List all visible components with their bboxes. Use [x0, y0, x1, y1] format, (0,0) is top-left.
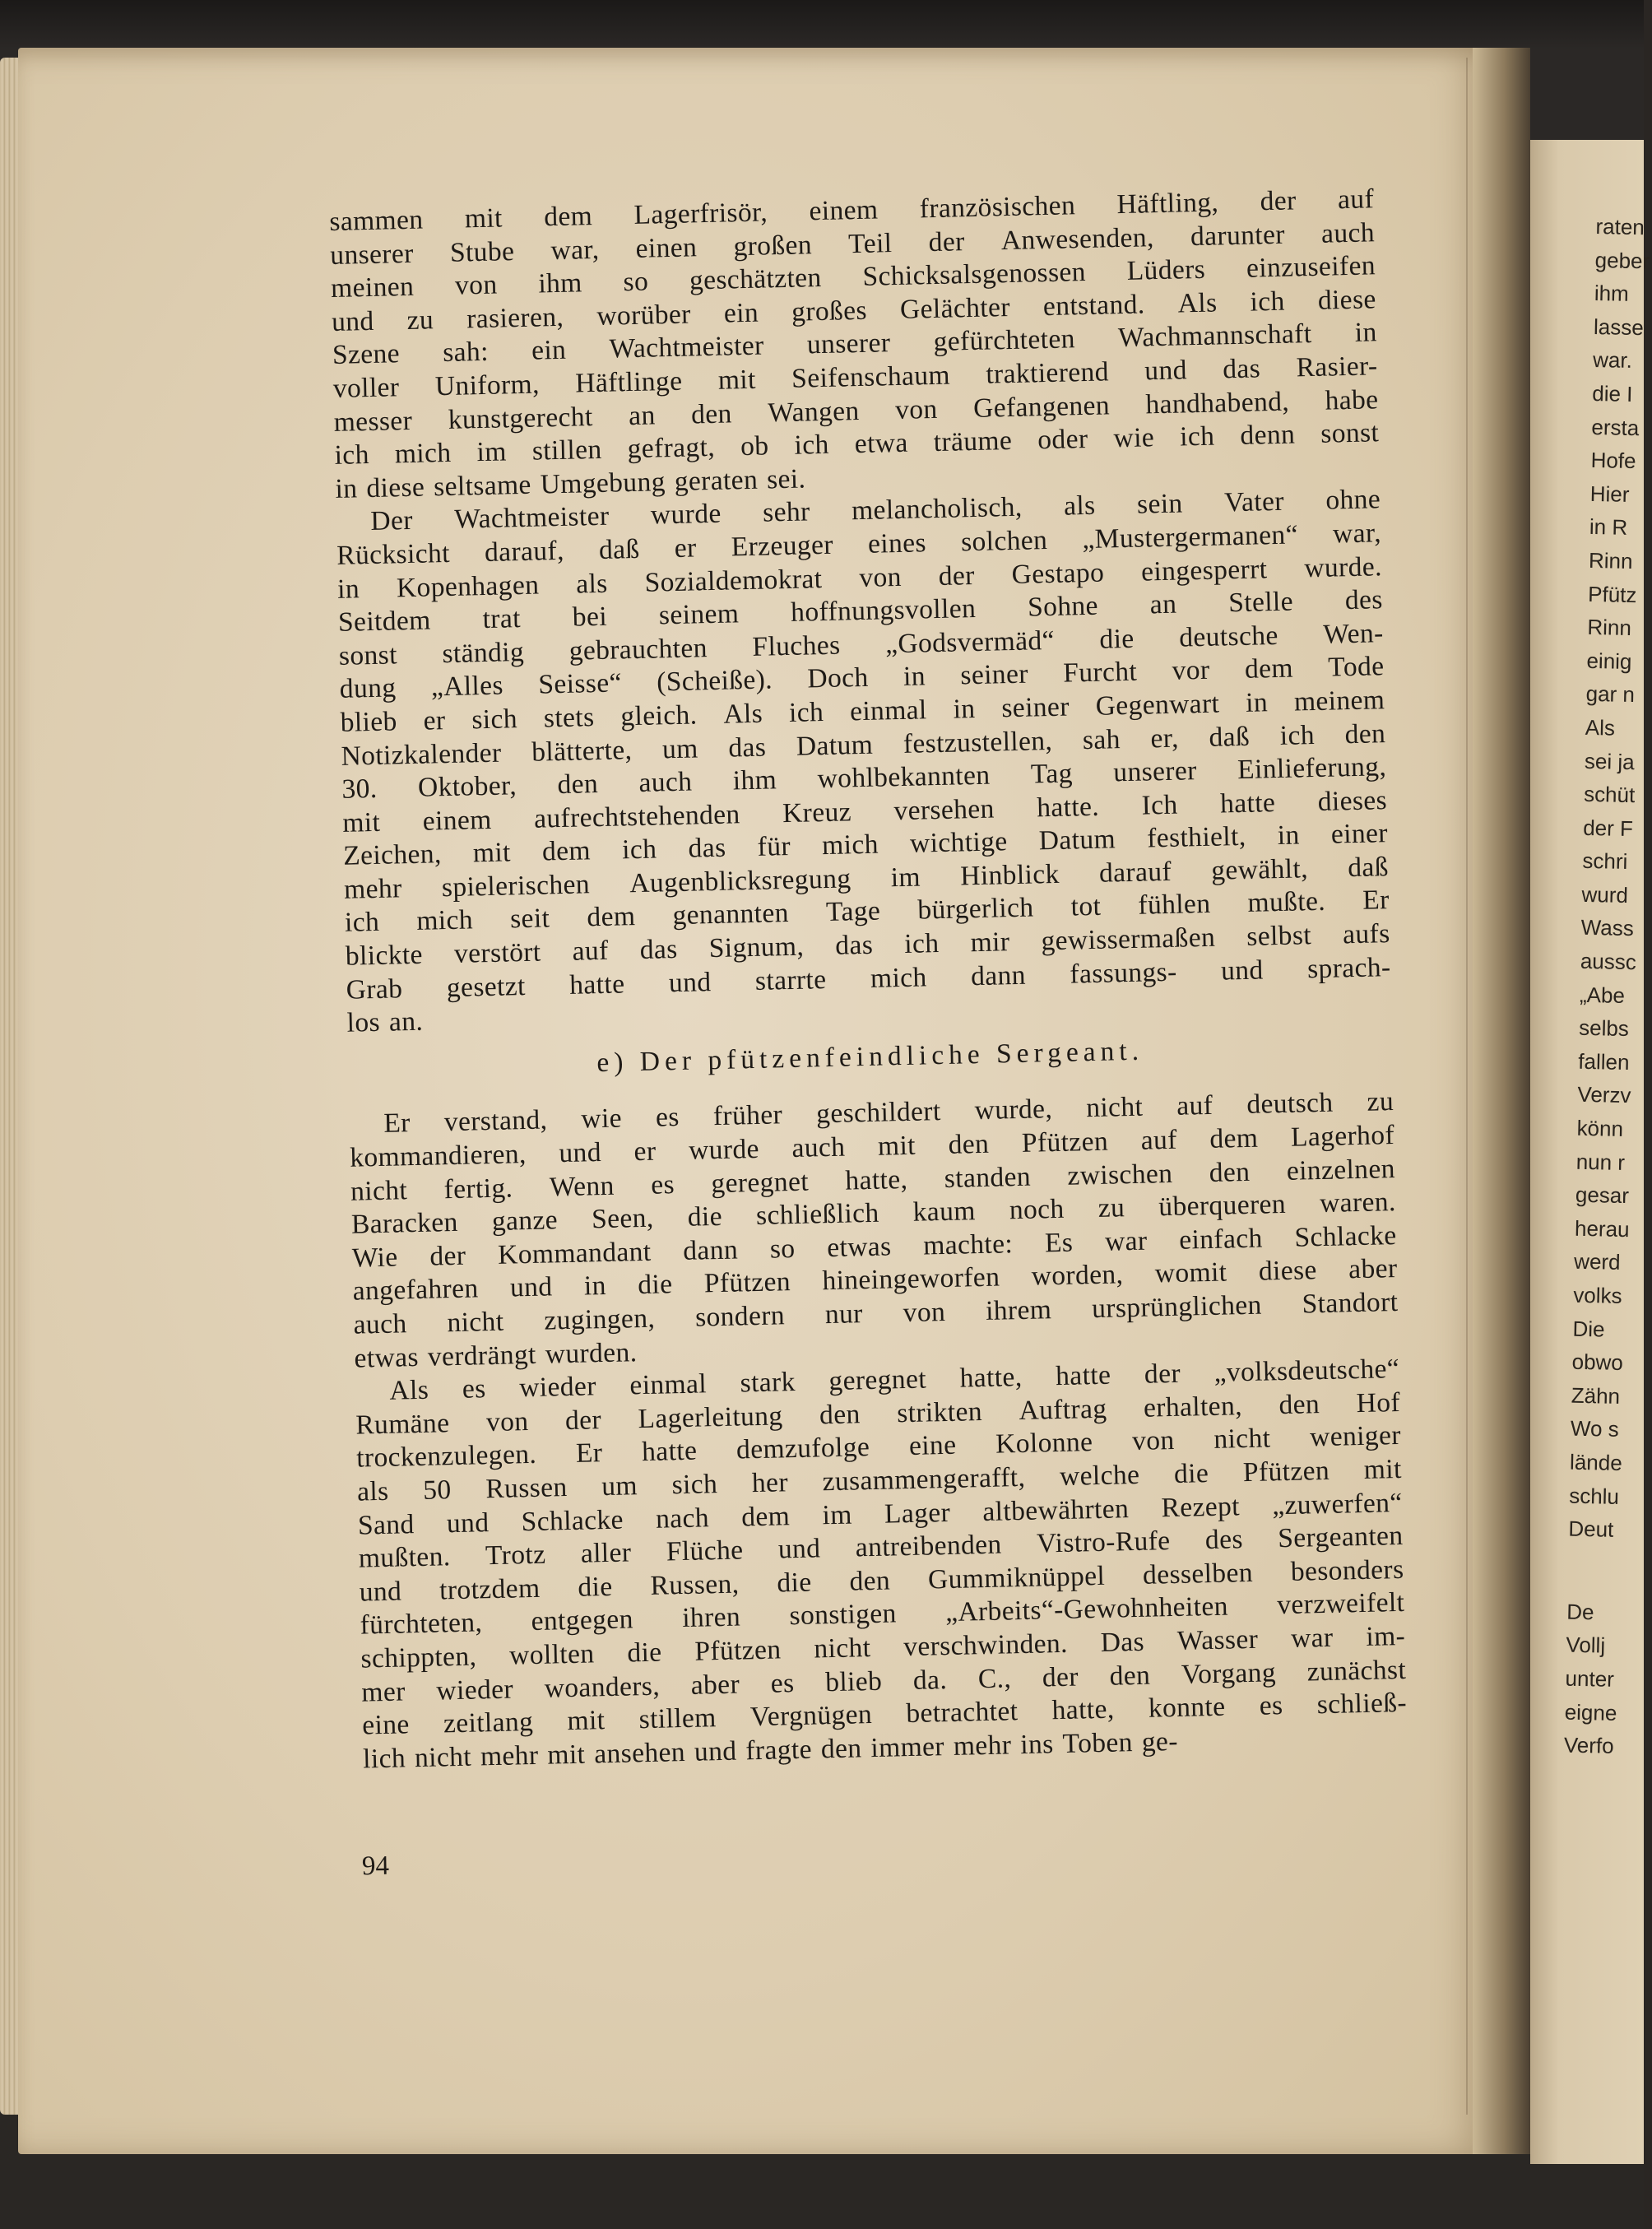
text-line: ich mich seit dem genannten Tage bürgerlich tot fühlen mußte. Er — [344, 885, 1390, 939]
facing-page-fragment: ersta — [1591, 414, 1640, 440]
facing-page-fragment: unter — [1565, 1665, 1615, 1692]
facing-page-fragment: nun r — [1575, 1149, 1626, 1175]
facing-page-fragment: Wo s — [1570, 1416, 1620, 1442]
facing-page-fragment: obwo — [1571, 1349, 1624, 1376]
facing-page-fragment: raten — [1595, 213, 1645, 240]
text-line: unserer Stube war, einen großen Teil der Anwesenden, darunter auch — [329, 216, 1376, 271]
text-line: Grab gesetzt hatte und starrte mich dann fassungs- und sprach- — [346, 951, 1391, 1005]
book-gutter — [1473, 48, 1530, 2154]
text-line: sammen mit dem Lagerfrisör, einem französischen Häftling, der auf — [329, 183, 1375, 237]
text-line: Als es wieder einmal stark geregnet hatte, hatte der „volksdeutsche“ — [389, 1354, 1400, 1406]
facing-page-fragment: könn — [1576, 1115, 1624, 1141]
paragraph — [329, 183, 1381, 506]
text-line: mer wieder woanders, aber es blieb da. C., der den Vorgang zunächst — [361, 1654, 1407, 1708]
text-line: ich mich im stillen gefragt, ob ich etwa träume oder wie ich denn sonst — [334, 417, 1380, 471]
facing-page-fragment: Die — [1572, 1316, 1605, 1342]
facing-page-fragment: schri — [1582, 848, 1628, 875]
facing-page-fragment: Hier — [1589, 481, 1630, 507]
page-number: 94 — [361, 1851, 390, 1882]
text-line: Der Wachtmeister wurde sehr melancholisch, als sein Vater ohne — [369, 484, 1381, 537]
text-line: mit einem aufrechtstehenden Kreuz versehen hatte. Ich hatte dieses — [341, 784, 1388, 838]
text-line: Rumäne von der Lagerleitung den strikten Auftrag erhalten, den Hof — [355, 1386, 1401, 1441]
facing-page-fragment: schüt — [1583, 781, 1636, 808]
facing-page-fragment: aussc — [1580, 948, 1637, 975]
text-line: Wie der Kommandant dann so etwas machte: Es war einfach Schlacke — [351, 1219, 1397, 1274]
facing-page-fragment: Verfo — [1563, 1732, 1614, 1758]
facing-page-gap — [1567, 1545, 1624, 1595]
facing-page-fragment: ihm — [1594, 281, 1630, 307]
facing-page-fragment: wurd — [1581, 881, 1629, 908]
text-line: Seitdem trat bei seinem hoffnungsvollen Sohne an Stelle des — [337, 584, 1384, 639]
text-line: und zu rasieren, worüber ein großes Gelächter entstand. Als ich diese — [331, 284, 1377, 337]
facing-page-fragment: in R — [1589, 514, 1628, 541]
text-line: trockenzulegen. Er hatte demzufolge eine Kolonne von nicht weniger — [355, 1420, 1402, 1474]
facing-page-fragment: lasse — [1593, 313, 1645, 341]
facing-page-fragment: volks — [1573, 1282, 1622, 1308]
paragraph — [336, 484, 1392, 1041]
text-line: in Kopenhagen als Sozialdemokrat von der Gestapo eingesperrt wurde. — [336, 550, 1383, 605]
facing-page-fragment: Rinn — [1588, 547, 1633, 574]
facing-page-fragment: Als — [1585, 714, 1616, 741]
facing-page-fragment: schlu — [1568, 1483, 1620, 1509]
facing-page-fragment: Wass — [1580, 915, 1635, 941]
facing-page-fragment: „Abe — [1579, 982, 1626, 1008]
facing-page-fragment: selbs — [1578, 1015, 1630, 1042]
text-line: Notizkalender blätterte, um das Datum festzustellen, sah er, daß ich den — [341, 717, 1386, 772]
facing-page-fragment: der F — [1582, 815, 1634, 841]
text-line: eine zeitlang mit stillem Vergnügen betrachtet hatte, konnte es schließ- — [361, 1687, 1408, 1741]
text-line: los an. — [346, 1006, 424, 1039]
text-line: kommandieren, und er wurde auch mit den Pfützen auf dem Lagerhof — [349, 1120, 1395, 1173]
text-line: mußten. Trotz aller Flüche und antreibenden Vistro-Rufe des Sergeanten — [358, 1521, 1404, 1574]
facing-page-fragment: lände — [1569, 1449, 1623, 1475]
text-line: blieb er sich stets gleich. Als ich einmal in seiner Gegenwart in meinem — [340, 685, 1385, 738]
text-line: nicht fertig. Wenn es geregnet hatte, standen zwischen den einzelnen — [350, 1153, 1396, 1207]
text-line: etwas verdrängt wurden. — [354, 1336, 638, 1374]
facing-page-fragment: die I — [1592, 380, 1633, 406]
text-line: lich nicht mehr mit ansehen und fragte den immer mehr ins Toben ge- — [362, 1725, 1179, 1775]
text-line: voller Uniform, Häftlinge mit Seifenschaum traktierend und das Rasier- — [332, 351, 1378, 404]
facing-page-fragment: De — [1566, 1599, 1594, 1625]
facing-page-fragment: sei ja — [1584, 748, 1635, 774]
text-line: messer kunstgerecht an den Wangen von Gefangenen handhabend, habe — [333, 383, 1379, 438]
text-line: Szene sah: ein Wachtmeister unserer gefürchteten Wachmannschaft in — [332, 317, 1378, 371]
facing-page-fragment: geber — [1594, 247, 1650, 273]
facing-page-fragment: Pfütz — [1587, 581, 1637, 607]
facing-page-fragment: gar n — [1585, 681, 1636, 708]
facing-page-fragment: Rinn — [1587, 615, 1632, 641]
text-line: als 50 Russen um sich her zusammengerafft, welche die Pfützen mit — [356, 1453, 1403, 1507]
text-line: und trotzdem die Russen, die den Gummiknüppel desselben besonders — [359, 1553, 1404, 1608]
text-line: blickte verstört auf das Signum, das ich mir gewissermaßen selbst aufs — [345, 918, 1390, 972]
facing-page-fragment: Zähn — [1571, 1382, 1621, 1409]
facing-page-fragment: einig — [1586, 648, 1632, 674]
facing-page-fragment: eigne — [1564, 1699, 1617, 1725]
facing-page-fragment: Deut — [1568, 1516, 1614, 1542]
paragraph — [349, 1085, 1399, 1375]
page-body-text — [329, 183, 1408, 1776]
text-line: fürchteten, entgegen ihren sonstigen „Arbeits“-Gewohnheiten verzweifelt — [360, 1587, 1405, 1641]
text-line: sonst ständig gebrauchten Fluches „Godsvermäd“ die deutsche Wen- — [338, 617, 1385, 671]
facing-page-fragment: gesar — [1575, 1182, 1630, 1209]
paragraph — [355, 1353, 1408, 1776]
text-line: Baracken ganze Seen, die schließlich kaum noch zu überqueren waren. — [350, 1186, 1397, 1240]
facing-page-fragment: war. — [1592, 347, 1633, 374]
facing-page-fragment: Verzv — [1577, 1082, 1631, 1108]
text-line: mehr spielerischen Augenblicksregung im Hinblick darauf gewählt, daß — [343, 851, 1390, 905]
text-line: Sand und Schlacke nach dem im Lager altbewährten Rezept „zuwerfen“ — [357, 1487, 1403, 1541]
facing-page-fragment: fallen — [1578, 1048, 1630, 1075]
facing-page-fragment: Hofe — [1590, 448, 1636, 474]
facing-page-fragment: Vollj — [1566, 1632, 1606, 1658]
text-line: meinen von ihm so geschätzten Schicksalsgenossen Lüders einzuseifen — [330, 250, 1376, 304]
page-fold — [1466, 58, 1468, 2115]
text-line: Rücksicht darauf, daß er Erzeuger eines solchen „Mustergermanen“ war, — [336, 518, 1382, 571]
text-line: auch nicht zugingen, sondern nur von ihrem ursprünglichen Standort — [353, 1286, 1399, 1340]
text-line: dung „Alles Seisse“ (Scheiße). Doch in seiner Furcht vor dem Tode — [339, 651, 1385, 705]
facing-page-fragment: herau — [1574, 1215, 1630, 1242]
text-line: Zeichen, mit dem ich das für mich wichtige Datum festhielt, in einer — [342, 818, 1389, 872]
text-line: schippten, wollten die Pfützen nicht verschwinden. Das Wasser war im- — [360, 1620, 1406, 1674]
text-line: angefahren und in die Pfützen hineingeworfen worden, womit diese aber — [352, 1253, 1398, 1307]
facing-page-fragment: werd — [1573, 1249, 1621, 1275]
section-heading: e) Der pfützenfeindliche Sergeant. — [596, 1035, 1144, 1078]
text-line: in diese seltsame Umgebung geraten sei. — [335, 463, 806, 504]
text-line: Er verstand, wie es früher geschildert wurde, nicht auf deutsch zu — [383, 1086, 1394, 1140]
text-line: 30. Oktober, den auch ihm wohlbekannten Tag unserer Einlieferung, — [341, 751, 1387, 805]
